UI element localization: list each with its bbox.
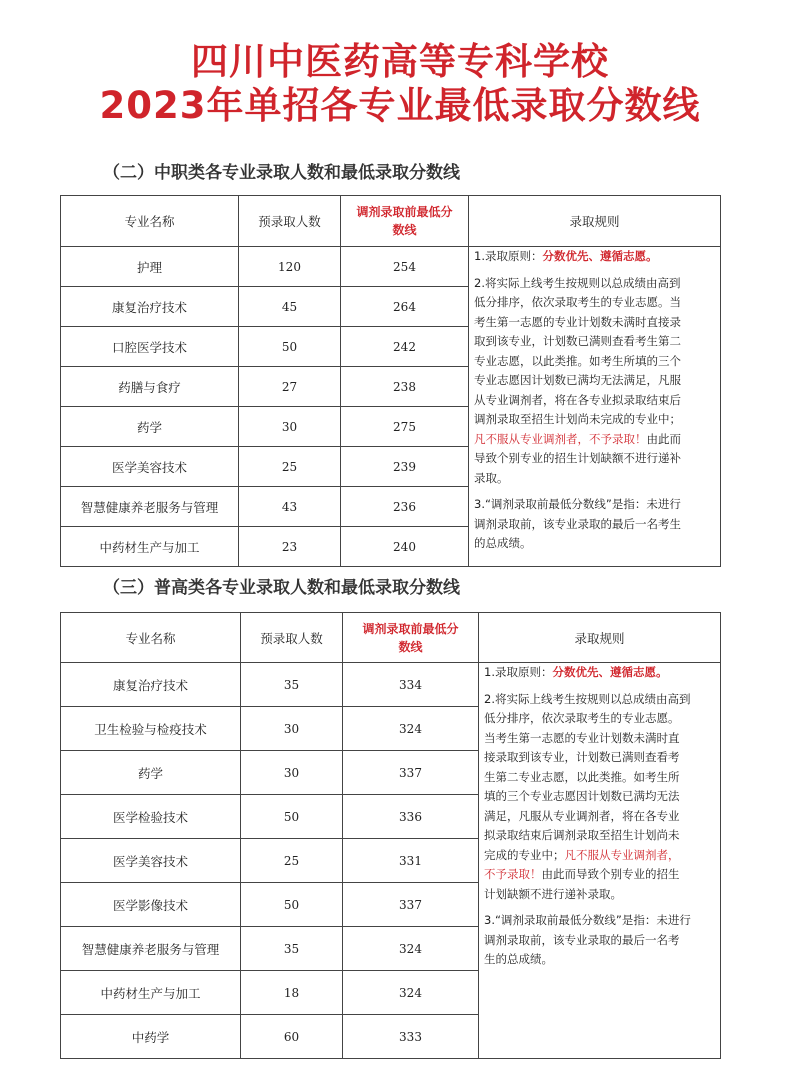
rule-2-line: 调剂录取至招生计划尚未完成的专业中； xyxy=(474,412,681,426)
rule-2-line: 低分排序，依次录取考生的专业志愿。 xyxy=(484,711,680,725)
rule-1-prefix: 1.录取原则： xyxy=(484,665,553,679)
min-score-cell: 324 xyxy=(343,707,479,751)
rule-3-line: 3.“调剂录取前最低分数线”是指：未进行 xyxy=(484,913,691,927)
planned-count-cell: 50 xyxy=(239,327,341,367)
rule-3-line: 3.“调剂录取前最低分数线”是指：未进行 xyxy=(474,497,681,511)
rule-1 xyxy=(474,247,720,267)
rule-2-line: 接录取到该专业，计划数已满则查看考 xyxy=(484,750,680,764)
min-score-cell: 337 xyxy=(343,751,479,795)
major-name-cell: 智慧健康养老服务与管理 xyxy=(61,927,241,971)
rule-1-highlight: 分数优先、遵循志愿。 xyxy=(542,249,658,263)
min-score-cell: 254 xyxy=(341,247,469,287)
min-score-cell: 337 xyxy=(343,883,479,927)
rule-2 xyxy=(484,690,720,905)
major-name-cell: 康复治疗技术 xyxy=(61,287,239,327)
rule-2-line: 低分排序，依次录取考生的专业志愿。当 xyxy=(474,295,681,309)
planned-count-cell: 25 xyxy=(241,839,343,883)
rule-3 xyxy=(484,911,720,970)
rule-1-prefix: 1.录取原则： xyxy=(474,249,543,263)
rule-2-tail: 计划缺额不进行递补录取。 xyxy=(484,886,622,901)
rule-1-highlight: 分数优先、遵循志愿。 xyxy=(552,665,668,679)
planned-count-cell: 35 xyxy=(241,663,343,707)
rule-2-line: 2.将实际上线考生按规则以总成绩由高到 xyxy=(484,691,691,706)
planned-count-cell: 27 xyxy=(239,367,341,407)
rule-2-line: 考生第一志愿的专业计划数未满时直接录 xyxy=(474,314,681,329)
min-score-cell: 238 xyxy=(341,367,469,407)
rule-2-tail: 导致个别专业的招生计划缺额不进行递补 xyxy=(474,451,681,465)
page-title-line1: 四川中医药高等专科学校 xyxy=(191,40,609,83)
rule-3-line: 调剂录取前，该专业录取的最后一名考 xyxy=(484,932,680,947)
major-name-cell: 口腔医学技术 xyxy=(61,327,239,367)
header-major: 专业名称 xyxy=(61,196,239,247)
planned-count-cell: 35 xyxy=(241,927,343,971)
planned-count-cell: 50 xyxy=(241,883,343,927)
section1-heading: （二）中职类各专业录取人数和最低录取分数线 xyxy=(103,163,460,183)
major-name-cell: 护理 xyxy=(61,247,239,287)
planned-count-cell: 60 xyxy=(241,1015,343,1059)
rule-2-line: 专业志愿，以此类推。如考生所填的三个 xyxy=(474,353,681,368)
rule-1 xyxy=(484,663,720,683)
rule-2 xyxy=(474,274,720,489)
major-name-cell: 中药学 xyxy=(61,1015,241,1059)
rule-2-line: 满足，凡服从专业调剂者，将在各专业 xyxy=(484,808,680,823)
major-name-cell: 中药材生产与加工 xyxy=(61,527,239,567)
min-score-cell: 334 xyxy=(343,663,479,707)
table-row xyxy=(61,247,721,287)
min-score-cell: 324 xyxy=(343,927,479,971)
header-min-score xyxy=(343,613,479,663)
rule-2-line: 拟录取结束后调剂录取至招生计划尚未 xyxy=(484,828,680,842)
major-name-cell: 中药材生产与加工 xyxy=(61,971,241,1015)
vocational-admission-table xyxy=(60,195,721,567)
header-min-score-line1: 调剂录取前最低分 xyxy=(356,205,453,219)
rule-2-highlight: 不予录取！ xyxy=(484,867,542,881)
planned-count-cell: 23 xyxy=(239,527,341,567)
major-name-cell: 智慧健康养老服务与管理 xyxy=(61,487,239,527)
header-min-score-line1: 调剂录取前最低分 xyxy=(362,621,459,636)
planned-count-cell: 50 xyxy=(241,795,343,839)
header-min-score xyxy=(341,196,469,247)
rule-2-highlight: 凡不服从专业调剂者， xyxy=(564,847,680,862)
min-score-cell: 242 xyxy=(341,327,469,367)
header-planned: 预录取人数 xyxy=(241,613,343,663)
min-score-cell: 240 xyxy=(341,527,469,567)
major-name-cell: 医学检验技术 xyxy=(61,795,241,839)
header-min-score-line2: 数线 xyxy=(398,639,423,654)
page-title-line2: 2023年单招各专业最低录取分数线 xyxy=(99,84,701,127)
rule-3-line: 调剂录取前，该专业录取的最后一名考生 xyxy=(474,516,681,531)
rule-2-tail: 由此而 xyxy=(646,431,681,446)
table-row xyxy=(61,663,721,707)
major-name-cell: 卫生检验与检疫技术 xyxy=(61,707,241,751)
section2-heading: （三）普高类各专业录取人数和最低录取分数线 xyxy=(103,578,460,598)
planned-count-cell: 120 xyxy=(239,247,341,287)
rule-2-line: 完成的专业中； xyxy=(484,847,565,862)
admission-rules-cell xyxy=(469,247,721,567)
min-score-cell: 236 xyxy=(341,487,469,527)
header-major: 专业名称 xyxy=(61,613,241,663)
min-score-cell: 336 xyxy=(343,795,479,839)
min-score-cell: 333 xyxy=(343,1015,479,1059)
major-name-cell: 药膳与食疗 xyxy=(61,367,239,407)
major-name-cell: 医学美容技术 xyxy=(61,447,239,487)
major-name-cell: 药学 xyxy=(61,407,239,447)
planned-count-cell: 30 xyxy=(241,707,343,751)
header-planned: 预录取人数 xyxy=(239,196,341,247)
header-rules: 录取规则 xyxy=(469,196,721,247)
planned-count-cell: 43 xyxy=(239,487,341,527)
rule-2-line: 填的三个专业志愿因计划数已满均无法 xyxy=(484,789,680,803)
rule-3-line: 的总成绩。 xyxy=(474,536,532,550)
rule-2-tail: 由此而导致个别专业的招生 xyxy=(541,867,680,881)
major-name-cell: 康复治疗技术 xyxy=(61,663,241,707)
table-header-row xyxy=(61,613,721,663)
rule-2-line: 当考生第一志愿的专业计划数未满时直 xyxy=(484,730,680,745)
major-name-cell: 医学影像技术 xyxy=(61,883,241,927)
major-name-cell: 药学 xyxy=(61,751,241,795)
planned-count-cell: 30 xyxy=(241,751,343,795)
table-header-row xyxy=(61,196,721,247)
planned-count-cell: 18 xyxy=(241,971,343,1015)
rule-2-line: 专业志愿因计划数已满均无法满足，凡服 xyxy=(474,373,681,387)
min-score-cell: 264 xyxy=(341,287,469,327)
rule-2-line: 从专业调剂者，将在各专业拟录取结束后 xyxy=(474,392,681,407)
general-high-school-admission-table xyxy=(60,612,721,1059)
rule-3 xyxy=(474,495,720,554)
rule-2-line: 生第二专业志愿，以此类推。如考生所 xyxy=(484,769,680,784)
rule-2-highlight: 凡不服从专业调剂者，不予录取！ xyxy=(474,431,647,446)
min-score-cell: 324 xyxy=(343,971,479,1015)
admission-rules-cell xyxy=(479,663,721,1059)
min-score-cell: 331 xyxy=(343,839,479,883)
planned-count-cell: 45 xyxy=(239,287,341,327)
rule-2-line: 2.将实际上线考生按规则以总成绩由高到 xyxy=(474,275,681,290)
header-min-score-line2: 数线 xyxy=(392,223,417,237)
rule-2-line: 取到该专业，计划数已满则查看考生第二 xyxy=(474,334,681,348)
min-score-cell: 239 xyxy=(341,447,469,487)
header-rules: 录取规则 xyxy=(479,613,721,663)
planned-count-cell: 25 xyxy=(239,447,341,487)
major-name-cell: 医学美容技术 xyxy=(61,839,241,883)
min-score-cell: 275 xyxy=(341,407,469,447)
rule-3-line: 生的总成绩。 xyxy=(484,952,553,966)
rule-2-tail: 录取。 xyxy=(474,470,509,485)
planned-count-cell: 30 xyxy=(239,407,341,447)
